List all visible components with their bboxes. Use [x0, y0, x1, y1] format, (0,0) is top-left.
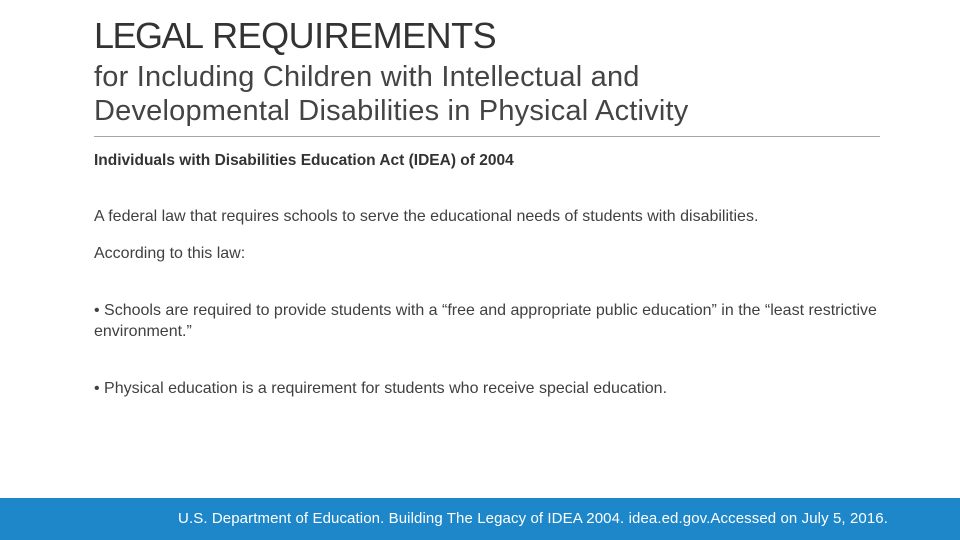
- footer-citation: U.S. Department of Education. Building The Legacy of IDEA 2004. idea.ed.gov.Accessed on July 5, 2016.: [178, 510, 888, 527]
- slide-subtitle-line-1: for Including Children with Intellectual and: [94, 61, 640, 93]
- slide-subtitle: [94, 60, 884, 128]
- slide-title-rest: REQUIREMENTS: [212, 15, 497, 56]
- bullet-physical-education: • Physical education is a requirement for students who receive special education.: [94, 380, 668, 397]
- footer-bar: [0, 498, 960, 540]
- law-description: A federal law that requires schools to serve the educational needs of students with disabilities.: [94, 208, 759, 225]
- slide-title: [94, 14, 884, 58]
- slide-subtitle-line-2: Developmental Disabilities in Physical Activity: [94, 95, 689, 127]
- act-heading: Individuals with Disabilities Education Act (IDEA) of 2004: [94, 152, 514, 169]
- law-intro: According to this law:: [94, 245, 246, 262]
- title-divider: [94, 136, 880, 137]
- slide-title-block: [94, 14, 884, 128]
- slide-content: [94, 150, 884, 397]
- slide-title-emphasis: LEGAL: [94, 15, 203, 56]
- bullet-free-appropriate-education: • Schools are required to provide students with a “free and appropriate public education” in the “least restrictive environment.”: [94, 302, 877, 340]
